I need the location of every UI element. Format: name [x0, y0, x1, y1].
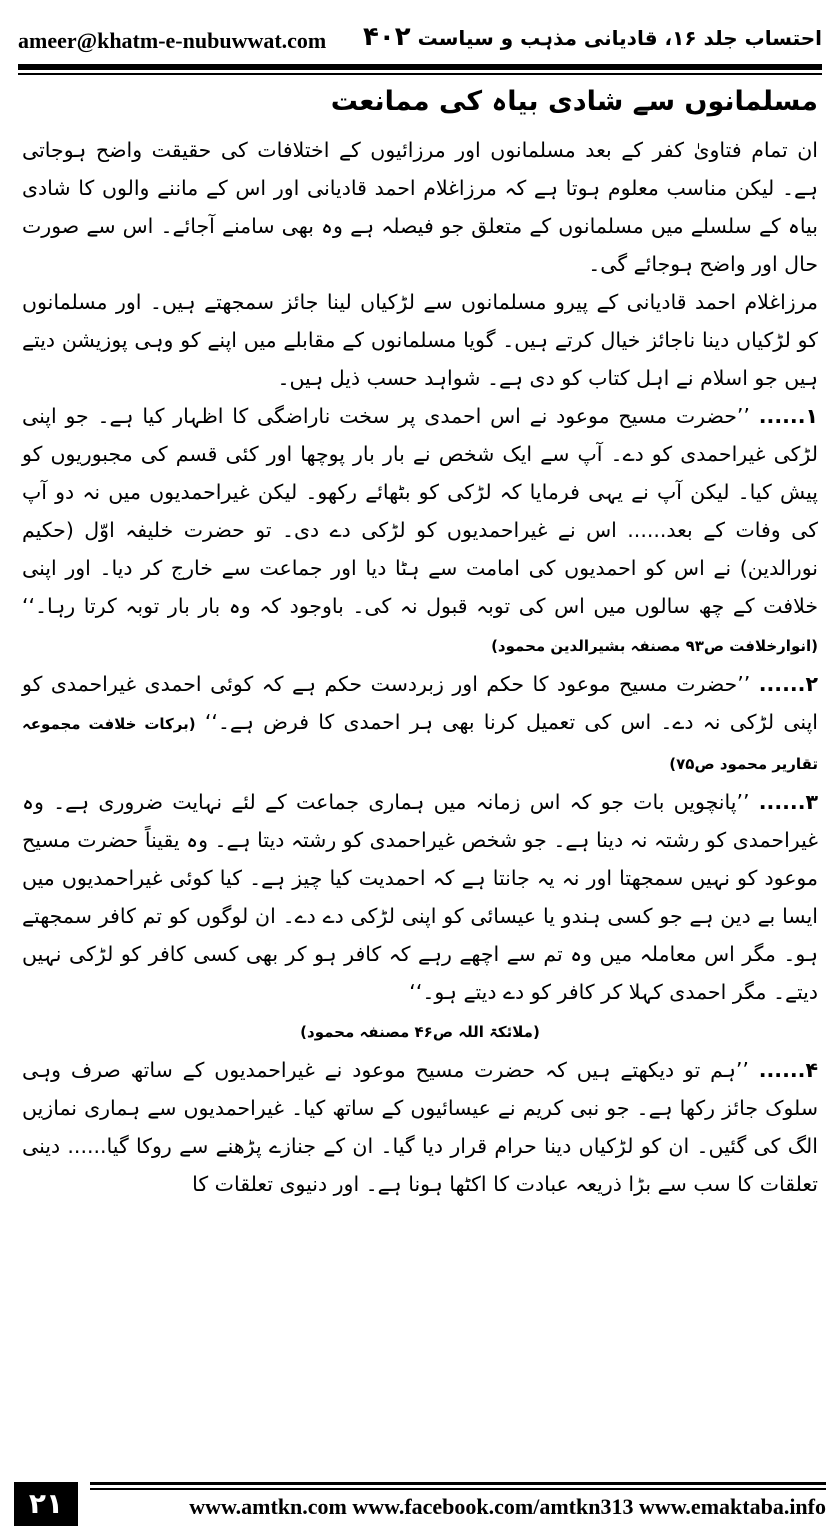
page-header — [18, 14, 822, 62]
page-content — [22, 82, 818, 1203]
paragraph-1: ان تمام فتاویٰ کفر کے بعد مسلمانوں اور مرزائیوں کے اختلافات کی حقیقت واضح ہوجاتی ہے۔ لیکن مناسب معلوم ہوتا ہے کہ مرزاغلام احمد قادیانی اور اس کے ماننے والوں کا شادی بیاہ کے سلسلے میں مسلمانوں کے متعلق جو فیصلہ ہے وہ بھی سامنے آجائے۔ اس سے صورت حال اور واضح ہوجائے گی۔ — [22, 137, 818, 276]
header-email: ameer@khatm-e-nubuwwat.com — [18, 28, 327, 53]
quote-2-text: ’’حضرت مسیح موعود کا حکم اور زبردست حکم ہے کہ کوئی احمدی غیراحمدی کو اپنی لڑکی نہ دے۔ اس کی تعمیل کرنا بھی ہر احمدی کا فرض ہے۔‘‘ — [22, 671, 818, 734]
quote-2 — [22, 665, 818, 783]
quote-1 — [22, 397, 818, 665]
section-title: مسلمانوں سے شادی بیاہ کی ممانعت — [330, 86, 818, 117]
footer-page-number: ۲۱ — [14, 1482, 78, 1526]
footer-urls: www.amtkn.com www.facebook.com/amtkn313 www.emaktaba.info — [189, 1494, 826, 1519]
header-rule-thin — [18, 73, 822, 75]
quote-3-number: ۳...... — [758, 789, 818, 814]
quote-3 — [22, 783, 818, 1011]
quote-2-reference: (برکات خلافت مجموعہ تقاریر محمود ص۷۵) — [22, 714, 818, 773]
quote-3-reference-line — [22, 1011, 818, 1051]
quote-1-text: ’’حضرت مسیح موعود نے اس احمدی پر سخت ناراضگی کا اظہار کیا ہے۔ جو اپنی لڑکی غیراحمدی کو دے۔ آپ سے ایک شخص نے بار بار پوچھا اور کئی قسم کی مجبوریوں کو پیش کیا۔ لیکن آپ نے یہی فرمایا کہ لڑکی کو بٹھائے رکھو۔ لیکن غیراحمدیوں میں نہ دو آپ کی وفات کے بعد...... اس نے غیراحمدیوں کو لڑکی دے دی۔ تو حضرت خلیفہ اوّل (حکیم نورالدین) نے اس کو احمدیوں کی امامت سے ہٹا دیا اور جماعت سے خارج کر دیا۔ اور اپنی خلافت کے چھ سالوں میں اس کی توبہ قبول نہ کی۔ باوجود کہ وہ بار بار توبہ کرتا رہا۔‘‘ — [22, 403, 818, 618]
quote-3-text: ’’پانچویں بات جو کہ اس زمانہ میں ہماری جماعت کے لئے نہایت ضروری ہے۔ وہ غیراحمدی کو رشتہ نہ دینا ہے۔ جو شخص غیراحمدی کو رشتہ دیتا ہے۔ وہ یقیناً حضرت مسیح موعود کو نہیں سمجھتا اور نہ یہ جانتا ہے کہ احمدیت کیا چیز ہے۔ کیا کوئی غیراحمدیوں میں ایسا بے دین ہے جو کسی ہندو یا عیسائی کو اپنی لڑکی دے دے۔ ان لوگوں کو تم کافر سمجھتے ہو۔ مگر اس معاملہ میں وہ تم سے اچھے رہے کہ کافر ہو کر بھی کسی کافر کو لڑکی نہیں دیتے۔ مگر احمدی کہلا کر کافر کو دے دیتے ہو۔‘‘ — [22, 789, 818, 1004]
quote-1-number: ۱...... — [758, 403, 818, 428]
quote-1-reference: (انوارخلافت ص۹۳ مصنفہ بشیرالدین محمود) — [491, 636, 818, 655]
header-rule-thick — [18, 64, 822, 70]
quote-4-number: ۴...... — [758, 1057, 818, 1082]
quote-4 — [22, 1051, 818, 1203]
footer-rule-thin — [90, 1488, 826, 1490]
paragraph-2: مرزاغلام احمد قادیانی کے پیرو مسلمانوں سے لڑکیاں لینا جائز سمجھتے ہیں۔ اور مسلمانوں کو لڑکیاں دینا ناجائز خیال کرتے ہیں۔ گویا مسلمانوں کے مقابلے میں اپنے کو وہی پوزیشن دیتے ہیں جو اسلام نے اہل کتاب کو دی ہے۔ شواہد حسب ذیل ہیں۔ — [22, 289, 818, 390]
quote-4-text: ’’ہم تو دیکھتے ہیں کہ حضرت مسیح موعود نے غیراحمدیوں کے ساتھ صرف وہی سلوک جائز رکھا ہے۔ جو نبی کریم نے عیسائیوں کے ساتھ کیا۔ غیراحمدیوں سے ہماری نمازیں الگ کی گئیں۔ ان کو لڑکیاں دینا حرام قرار دیا گیا۔ ان کے جنازے پڑھنے سے روکا گیا...... دینی تعلقات کا سب سے بڑا ذریعہ عبادت کا اکٹھا ہونا ہے۔ اور دنیوی تعلقات کا — [22, 1057, 818, 1196]
quote-3-reference: (ملائکۃ اللہ ص۴۶ مصنفہ محمود) — [300, 1022, 540, 1041]
header-running-title: احتساب جلد ۱۶، قادیانی مذہب و سیاست — [417, 26, 822, 50]
header-page-number: ۴۰۲ — [363, 22, 411, 52]
page-footer — [14, 1482, 826, 1526]
quote-2-number: ۲...... — [758, 671, 818, 696]
footer-rule-thick — [90, 1482, 826, 1485]
